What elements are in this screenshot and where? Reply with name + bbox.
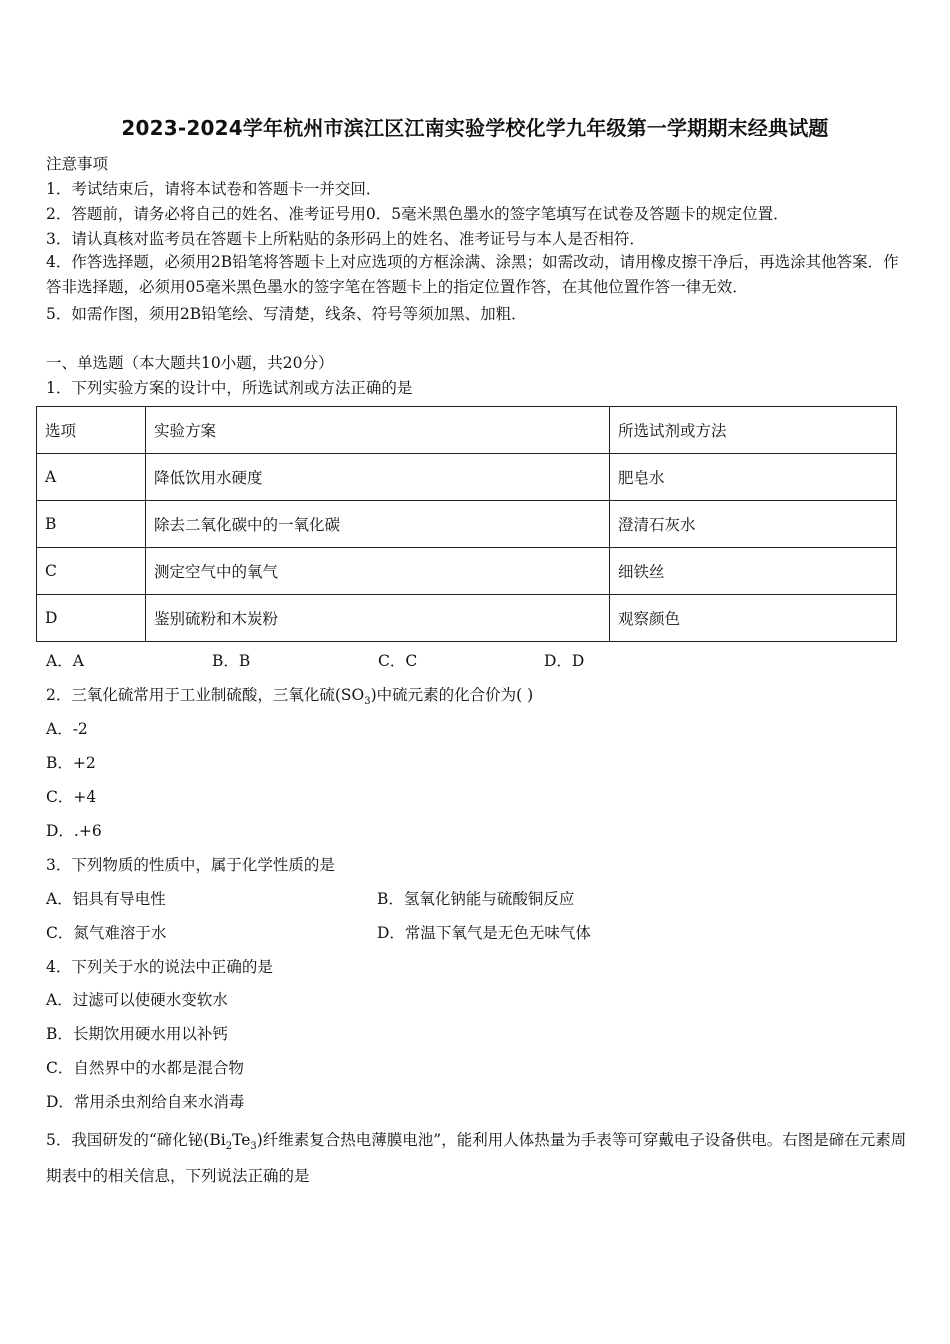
q3-option-a: A．铝具有导电性 [46, 890, 166, 908]
table-cell: 测定空气中的氧气 [146, 548, 610, 595]
q2-option-b: B．+2 [46, 754, 96, 772]
table-header-row [37, 407, 897, 454]
table-cell: A [37, 454, 146, 501]
table-header-cell: 所选试剂或方法 [610, 407, 897, 454]
q3-option-d: D．常温下氧气是无色无味气体 [377, 924, 591, 942]
q5-stem-part-b: Te [232, 1131, 251, 1149]
q1-option-a: A．A [46, 652, 84, 670]
q5-subscript-1: 2 [225, 1141, 233, 1153]
table-cell: 细铁丝 [610, 548, 897, 595]
q1-option-c: C．C [378, 652, 418, 670]
q4-option-a: A．过滤可以使硬水变软水 [46, 991, 228, 1009]
q4-option-d: D．常用杀虫剂给自来水消毒 [46, 1093, 245, 1111]
q1-stem: 1．下列实验方案的设计中，所选试剂或方法正确的是 [46, 379, 413, 397]
q2-stem-part-a: 2．三氧化硫常用于工业制硫酸，三氧化硫(SO [46, 686, 365, 704]
notice-item-4: 4．作答选择题，必须用2B铅笔将答题卡上对应选项的方框涂满、涂黑；如需改动，请用橡皮擦干净后，再选涂其他答案．作答非选择题，必须用05毫米黑色墨水的签字笔在答题卡上的指定位置作答，在其他位置作答一律无效． [46, 253, 899, 296]
q3-option-c: C．氮气难溶于水 [46, 924, 167, 942]
q1-option-b: B．B [212, 652, 251, 670]
table-cell: 澄清石灰水 [610, 501, 897, 548]
q2-option-c: C．+4 [46, 788, 97, 806]
notice-item-5: 5．如需作图，须用2B铅笔绘、写清楚，线条、符号等须加黑、加粗． [46, 305, 527, 323]
section-heading: 一、单选题（本大题共10小题，共20分） [46, 354, 334, 372]
table-cell: D [37, 595, 146, 642]
notice-item-3: 3．请认真核对监考员在答题卡上所粘贴的条形码上的姓名、准考证号与本人是否相符． [46, 230, 645, 248]
notice-heading: 注意事项 [46, 155, 109, 173]
q5-stem [46, 1122, 908, 1194]
table-cell: B [37, 501, 146, 548]
q3-stem: 3．下列物质的性质中，属于化学性质的是 [46, 856, 335, 874]
q2-option-d: D．.+6 [46, 822, 102, 840]
table-cell: 肥皂水 [610, 454, 897, 501]
table-row [37, 454, 897, 501]
table-row [37, 501, 897, 548]
q1-table [36, 406, 897, 642]
table-header-cell: 实验方案 [146, 407, 610, 454]
table-cell: 降低饮用水硬度 [146, 454, 610, 501]
q2-stem [46, 683, 534, 708]
table-cell: 鉴别硫粉和木炭粉 [146, 595, 610, 642]
table-row [37, 595, 897, 642]
q3-options-row-2 [46, 921, 591, 943]
q2-option-a: A．-2 [46, 720, 88, 738]
table-header-cell: 选项 [37, 407, 146, 454]
table-cell: 除去二氧化碳中的一氧化碳 [146, 501, 610, 548]
notice-item-2: 2．答题前，请务必将自己的姓名、准考证号用0．5毫米黑色墨水的签字笔填写在试卷及答题卡的规定位置． [46, 205, 789, 223]
notice-item-1: 1．考试结束后，请将本试卷和答题卡一并交回． [46, 180, 382, 198]
table-cell: C [37, 548, 146, 595]
q2-stem-part-b: )中硫元素的化合价为( ) [370, 686, 534, 704]
exam-title: 2023-2024学年杭州市滨江区江南实验学校化学九年级第一学期期末经典试题 [121, 116, 829, 140]
table-cell: 观察颜色 [610, 595, 897, 642]
q5-subscript-2: 3 [250, 1141, 257, 1153]
q5-stem-part-a: 5．我国研发的“碲化铋(Bi [46, 1131, 226, 1149]
q4-option-c: C．自然界中的水都是混合物 [46, 1059, 244, 1077]
q3-option-b: B．氢氧化钠能与硫酸铜反应 [377, 890, 575, 908]
q4-option-b: B．长期饮用硬水用以补钙 [46, 1025, 228, 1043]
q1-option-d: D．D [544, 652, 585, 670]
q2-stem-subscript: 3 [364, 696, 371, 708]
table-row [37, 548, 897, 595]
q1-options [46, 649, 584, 671]
q4-stem: 4．下列关于水的说法中正确的是 [46, 958, 273, 976]
q3-options-row-1 [46, 887, 574, 909]
q5-stem-part-c: )纤维素复合热电薄膜电池”，能利用人体热量为手表等可穿戴电子设备供电。右图是碲在元素周期表中的相关信息，下列说法正确的是 [46, 1131, 907, 1185]
